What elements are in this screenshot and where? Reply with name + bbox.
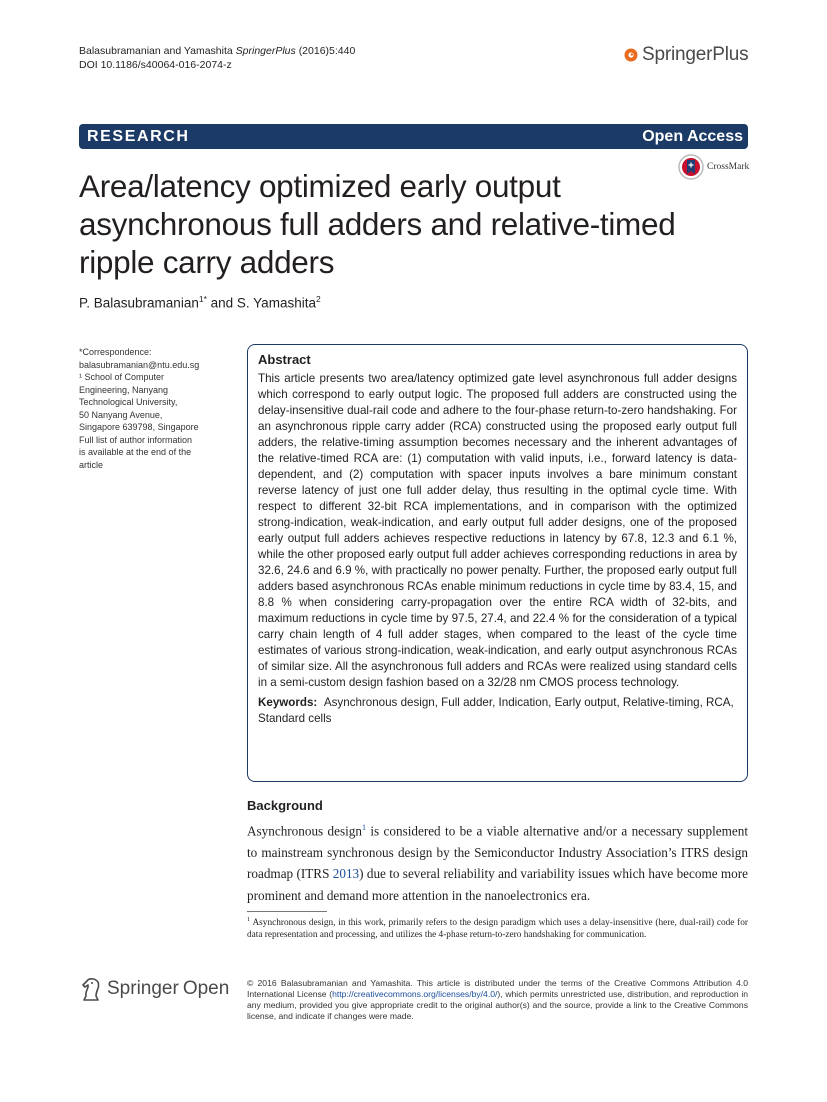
crossmark-icon [678, 154, 704, 180]
abstract-box [247, 344, 748, 782]
brand-name: SpringerPlus [642, 44, 749, 65]
crossmark-label: CrossMark [707, 162, 750, 172]
license-statement [247, 978, 748, 1022]
background-paragraph [247, 817, 748, 906]
license-text-end: ), which permits unrestricted use, distribution, and reproduction in any medium, provided you give appropriate credit to the original author(s) and the source, provide a link to the Creative Commons license, and indicate if changes were made. [247, 989, 749, 1021]
springeropen-logo[interactable] [79, 976, 229, 1002]
footnote [247, 914, 748, 941]
background-text-end: ) due to several reliability and variability issues which have become more prominent and demand more attention in the nanoelectronics era. [247, 866, 748, 903]
springerplus-logo[interactable] [624, 44, 748, 66]
footnote-ref[interactable]: 1 [362, 823, 366, 832]
footnote-divider [247, 911, 327, 912]
article-title: Area/latency optimized early output asynchronous full adders and relative-timed ripple carry adders [79, 168, 676, 280]
header-journal: SpringerPlus [235, 45, 296, 57]
footnote-number: 1 [247, 916, 251, 923]
springer-knight-icon [79, 976, 103, 1002]
license-text-start: © 2016 Balasubramanian and Yamashita. This article is distributed under the terms of the Creative Commons Attribution 4.0 International License ( [247, 978, 748, 999]
author-2: S. Yamashita [236, 295, 316, 311]
running-header [79, 44, 355, 58]
correspondence-text: *Correspondence: balasubramanian@ntu.edu.sg ¹ School of Computer Engineering, Nanyang Technological University, 50 Nanyang Avenue, Singapore 639798, Singapore Full list of author information is available at the end of the article [79, 347, 200, 470]
springeropen-wordmark [107, 978, 229, 1000]
springer-horse-icon [624, 48, 638, 62]
article-type-bar [79, 124, 748, 149]
author-2-affiliation: 2 [315, 294, 321, 304]
open-word: Open [182, 978, 230, 999]
header-authors: Balasubramanian and Yamashita [79, 45, 233, 57]
keywords-list: Asynchronous design, Full adder, Indication, Early output, Relative-timing, RCA, Standard cells [258, 696, 734, 725]
research-label: RESEARCH [87, 127, 190, 145]
crossmark-badge[interactable] [678, 154, 749, 180]
footnote-text: Asynchronous design, in this work, primarily refers to the design paradigm which uses a delay-insensitive (here, dual-rail) code for data representation and processing, and utilizes the 4-phase return-to-zero handshaking for communication. [247, 918, 748, 940]
author-1-affiliation: 1* [198, 294, 207, 304]
author-and: and [206, 295, 237, 311]
keywords-label: Keywords: [258, 696, 318, 709]
abstract-body: This article presents two area/latency optimized gate level asynchronous full adder designs which correspond to early output logic. The proposed full adders are constructed using the delay-insensitive dual-rail code and adhere to the four-phase return-to-zero handshaking. For an asynchronous ripple carry adder (RCA) constructed using the proposed early output full adders, the relative-timing assumption becomes necessary and the inherent advantages of the relative-timed RCA are: (1) computation with valid inputs, i.e., forward latency is data-dependent, and (2) computation with spacer inputs involves a bare minimum constant reverse latency of just one full adder delay, thus resulting in the optimal cycle time. With respect to different 32-bit RCA implementations, and in comparison with the optimized strong-indication, weak-indication, and early output full adder designs, one of the proposed early output full adders achieves respective reductions in latency by 67.8, 12.3 and 6.1 %, while the other proposed early output full adder achieves corresponding reductions in area by 32.6, 24.6 and 6.9 %, with practically no power penalty. Further, the proposed early output full adders based asynchronous RCAs enable minimum reductions in cycle time by 83.4, 15, and 8.8 % when considering carry-propagation over the entire RCA width of 32-bits, and maximum reductions in cycle time by 97.5, 27.4, and 22.4 % for the consideration of a typical carry chain length of 4 full adder stages, when compared to the least of the cycle time estimates of various strong-indication, weak-indication, and early output asynchronous RCAs of similar size. All the asynchronous full adders and RCAs were realized using standard cells in a semi-custom design fashion based on a 32/28 nm CMOS process technology. [258, 372, 737, 689]
header-citation: (2016)5:440 [298, 45, 356, 57]
license-link[interactable]: http://creativecommons.org/licenses/by/4.0/ [332, 989, 498, 999]
background-text-start: Asynchronous design [247, 823, 362, 839]
abstract-heading: Abstract [258, 352, 311, 367]
keywords [258, 695, 737, 727]
open-access-label: Open Access [642, 127, 743, 145]
background-heading: Background [247, 798, 323, 813]
citation-link[interactable]: 2013 [332, 866, 360, 882]
springer-word: Springer [107, 978, 179, 999]
background-text-mid: is considered to be a viable alternative and/or a necessary supplement to mainstream synchronous design by the Semiconductor Industry Association’s ITRS design roadmap (ITRS [247, 823, 748, 882]
correspondence-sidebar [79, 346, 224, 471]
header-doi[interactable]: DOI 10.1186/s40064-016-2074-z [79, 59, 232, 71]
author-line [79, 294, 321, 311]
author-1: P. Balasubramanian [79, 295, 199, 311]
